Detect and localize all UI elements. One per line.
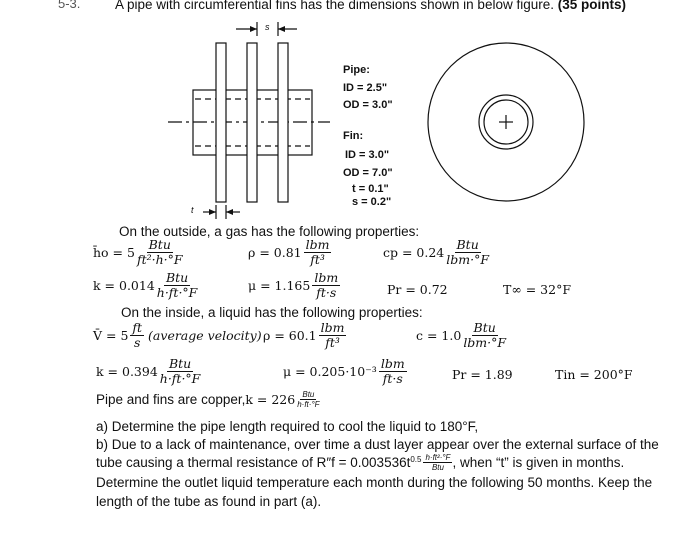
- fin-1: [216, 43, 226, 202]
- outside-intro: On the outside, a gas has the following properties:: [119, 224, 420, 239]
- inside-mu: μ = 0.205·10⁻³ $\frac{\text{lbm}}{ft\cdot s}$: [283, 356, 405, 386]
- inside-velocity: V̄ = 5 $\frac{ft}{s}$ (average velocity): [93, 320, 262, 350]
- inside-c: c = 1.0 $\frac{\text{Btu}}{\text{lbm·°F}}$: [416, 320, 507, 350]
- outside-rho: ρ = 0.81 $\frac{\text{lbm}}{\text{ft³}}$: [248, 237, 330, 267]
- copper-note: Pipe and fins are copper, k = 226 $\frac{\text{Btu}}{h\cdot ft\cdot^\circ F}$: [96, 390, 320, 409]
- fin-id: ID = 3.0": [345, 149, 390, 161]
- fin-heading: Fin:: [343, 130, 364, 142]
- part-b-line3: Determine the outlet liquid temperature each month during the following 50 months. Keep the: [96, 475, 653, 490]
- inside-rho: ρ = 60.1 $\frac{\text{lbm}}{\text{ft³}}$: [263, 320, 345, 350]
- inside-tin: Tin = 200°F: [555, 367, 633, 382]
- outside-mu: μ = 1.165 $\frac{\text{lbm}}{ft\cdot s}$: [248, 270, 339, 300]
- fin-2: [247, 43, 257, 202]
- part-a: a) Determine the pipe length required to cool the liquid to 180°F,: [96, 419, 479, 434]
- fin-spacing: s = 0.2": [352, 196, 392, 208]
- pipe-heading: Pipe:: [343, 64, 370, 76]
- pipe-od: OD = 3.0": [343, 99, 393, 111]
- fin-3: [278, 43, 288, 202]
- outside-h: h̄o = 5 $\frac{\text{Btu}}{\text{ft²·h·°F}}$: [93, 237, 183, 267]
- fin-od: OD = 7.0": [343, 167, 393, 179]
- outside-k: k = 0.014 $\frac{\text{Btu}}{h\cdot ft\cdot^\circ F}$: [93, 270, 198, 300]
- part-b-line1: b) Due to a lack of maintenance, over time a dust layer appear over the external surface of the: [96, 437, 659, 452]
- pipe-id: ID = 2.5": [343, 82, 388, 94]
- outside-cp: cp = 0.24 $\frac{\text{Btu}}{\text{lbm·°F}}$: [383, 237, 490, 267]
- part-b-line4: length of the tube as found in part (a).: [96, 494, 322, 509]
- title-text: A pipe with circumferential fins has the dimensions shown in below figure.: [115, 0, 554, 12]
- s-dimension-label: s: [265, 22, 270, 32]
- outside-tinf: T∞ = 32°F: [503, 282, 571, 297]
- inside-k: k = 0.394 $\frac{\text{Btu}}{h\cdot ft\cdot^\circ F}$: [96, 356, 201, 386]
- problem-number: 5-3.: [58, 0, 81, 11]
- fin-figure: [0, 0, 700, 230]
- inside-intro: On the inside, a liquid has the following properties:: [121, 305, 423, 320]
- t-dimension-label: t: [191, 205, 194, 215]
- fin-thickness: t = 0.1": [352, 183, 389, 195]
- inside-pr: Pr = 1.89: [452, 367, 513, 382]
- points-label: (35 points): [557, 0, 627, 12]
- outside-pr: Pr = 0.72: [387, 282, 448, 297]
- part-b-line2: tube causing a thermal resistance of R″f = 0.003536t $^{0.5}$ $\frac{\text{h·ft²·°F}}{\text{Btu}}$ , when “t” is given in months.: [96, 453, 625, 472]
